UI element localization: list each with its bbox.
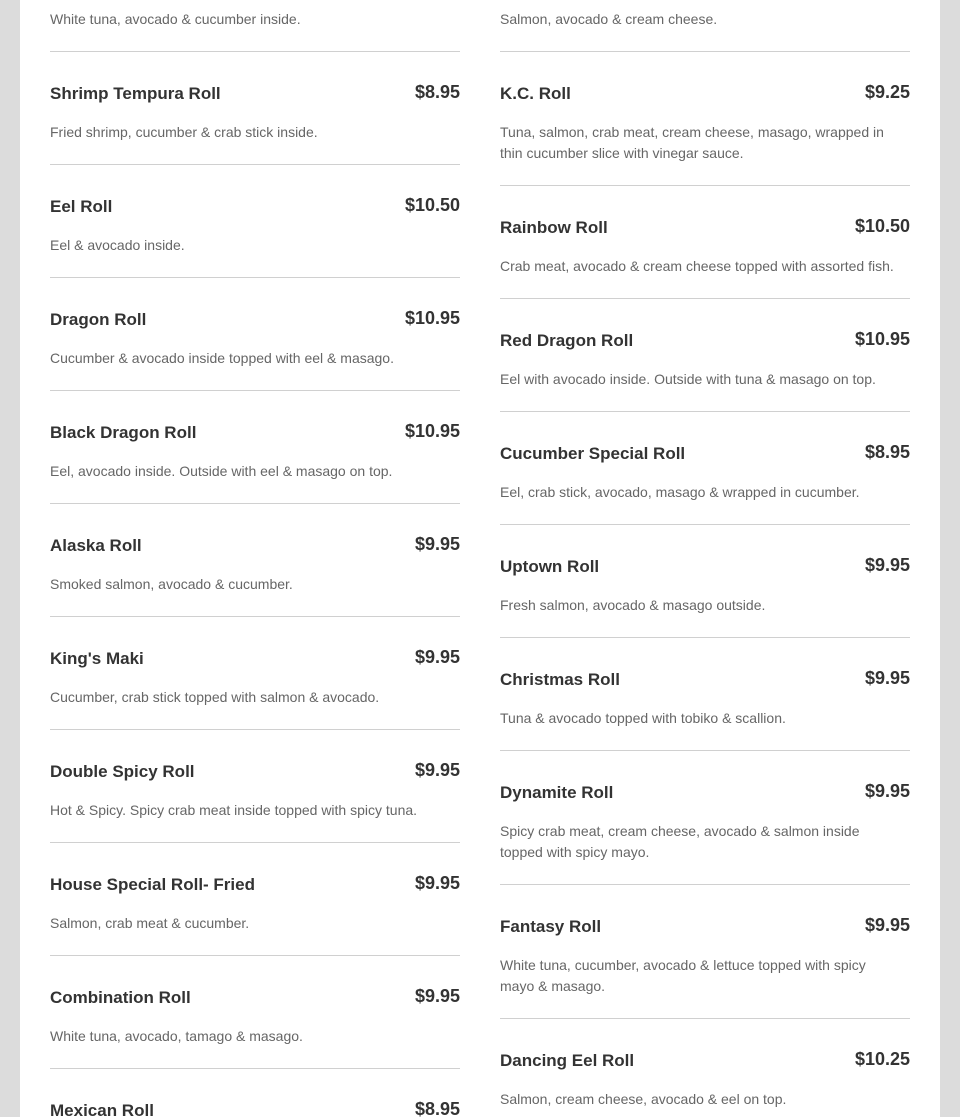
menu-item-description: Eel, avocado inside. Outside with eel & masago on top.	[50, 463, 393, 479]
menu-item-name: Dragon Roll	[50, 310, 147, 329]
menu-item-name: Rainbow Roll	[500, 218, 608, 237]
menu-item-price: $9.95	[864, 555, 910, 575]
menu-item	[50, 843, 460, 956]
menu-item-description: Tuna & avocado topped with tobiko & scallion.	[500, 710, 786, 726]
menu-item-name: Double Spicy Roll	[50, 762, 195, 781]
menu-item-price: $10.50	[854, 216, 910, 236]
menu-item	[500, 299, 910, 412]
menu-item-description: Smoked salmon, avocado & cucumber.	[50, 576, 293, 592]
menu-item-description: Fried shrimp, cucumber & crab stick inside.	[50, 124, 318, 140]
menu-item-name: Dynamite Roll	[500, 783, 614, 802]
menu-item-name: Dancing Eel Roll	[500, 1051, 635, 1070]
menu-item-price: $9.25	[864, 82, 910, 102]
menu-item-name: Mexican Roll	[50, 1101, 154, 1117]
menu-item-description: Salmon, crab meat & cucumber.	[50, 915, 250, 931]
menu-item	[50, 278, 460, 391]
menu-item-description: Cucumber, crab stick topped with salmon & avocado.	[50, 689, 380, 705]
menu-item	[50, 617, 460, 730]
menu-item-price: $10.50	[404, 195, 460, 215]
menu-item-price: $10.25	[854, 1049, 910, 1069]
menu-item-price: $8.95	[414, 1099, 460, 1117]
menu-item-description: Hot & Spicy. Spicy crab meat inside topped with spicy tuna.	[50, 802, 418, 818]
menu-item	[500, 0, 910, 52]
menu-item-price: $9.95	[414, 873, 460, 893]
menu-item-description: Crab meat, avocado & cream cheese topped with assorted fish.	[500, 258, 894, 274]
menu-item	[50, 730, 460, 843]
menu-item-name: Black Dragon Roll	[50, 423, 197, 442]
menu-item-description: Salmon, avocado & cream cheese.	[500, 11, 718, 27]
menu-item	[50, 956, 460, 1069]
menu-item-price: $8.95	[414, 82, 460, 102]
menu-item-description: Spicy crab meat, cream cheese, avocado & salmon inside topped with spicy mayo.	[500, 823, 860, 860]
menu-item-description: Fresh salmon, avocado & masago outside.	[500, 597, 766, 613]
menu-item-price: $9.95	[414, 534, 460, 554]
menu-item-description: Cucumber & avocado inside topped with eel & masago.	[50, 350, 394, 366]
menu-page	[20, 0, 940, 1117]
menu-item-description: Eel & avocado inside.	[50, 237, 185, 253]
menu-item-price: $10.95	[854, 329, 910, 349]
menu-item-name: Fantasy Roll	[500, 917, 602, 936]
menu-item	[500, 751, 910, 885]
menu-item-description: White tuna, cucumber, avocado & lettuce topped with spicy mayo & masago.	[500, 957, 866, 994]
menu-item-description: Salmon, cream cheese, avocado & eel on top.	[500, 1091, 787, 1107]
menu-item-description: White tuna, avocado, tamago & masago.	[50, 1028, 303, 1044]
menu-item-price: $8.95	[864, 442, 910, 462]
menu-item-description: Tuna, salmon, crab meat, cream cheese, masago, wrapped in thin cucumber slice with vinegar sauce.	[500, 124, 884, 161]
menu-item-price: $9.95	[414, 986, 460, 1006]
menu-item-price: $9.95	[414, 647, 460, 667]
menu-item	[50, 0, 460, 52]
menu-item	[50, 504, 460, 617]
menu-item-name: House Special Roll- Fried	[50, 875, 255, 894]
menu-item	[50, 1069, 460, 1117]
menu-item	[50, 165, 460, 278]
menu-item	[500, 52, 910, 186]
menu-item-name: King's Maki	[50, 649, 144, 668]
menu-item-name: Alaska Roll	[50, 536, 142, 555]
menu-item-price: $10.95	[404, 308, 460, 328]
menu-item-price: $10.95	[404, 421, 460, 441]
menu-item-name: Christmas Roll	[500, 670, 620, 689]
menu-column-right	[500, 0, 910, 1117]
menu-item-description: White tuna, avocado & cucumber inside.	[50, 11, 301, 27]
menu-item-name: Red Dragon Roll	[500, 331, 634, 350]
menu-item-price: $9.95	[864, 668, 910, 688]
menu-item	[500, 885, 910, 1019]
menu-column-left	[50, 0, 460, 1117]
menu-item-description: Eel, crab stick, avocado, masago & wrapped in cucumber.	[500, 484, 860, 500]
menu-item	[500, 186, 910, 299]
menu-item	[500, 525, 910, 638]
menu-item-name: Uptown Roll	[500, 557, 600, 576]
menu-item	[50, 52, 460, 165]
menu-item-name: K.C. Roll	[500, 84, 571, 103]
menu-item-name: Eel Roll	[50, 197, 113, 216]
menu-item-name: Shrimp Tempura Roll	[50, 84, 221, 103]
menu-item-price: $9.95	[864, 915, 910, 935]
menu-item	[50, 391, 460, 504]
menu-item	[500, 638, 910, 751]
menu-item-price: $9.95	[864, 781, 910, 801]
menu-item-price: $9.95	[414, 760, 460, 780]
menu-item	[500, 1019, 910, 1117]
menu-item-name: Combination Roll	[50, 988, 191, 1007]
menu-item-name: Cucumber Special Roll	[500, 444, 686, 463]
menu-item-description: Eel with avocado inside. Outside with tuna & masago on top.	[500, 371, 876, 387]
menu-item	[500, 412, 910, 525]
